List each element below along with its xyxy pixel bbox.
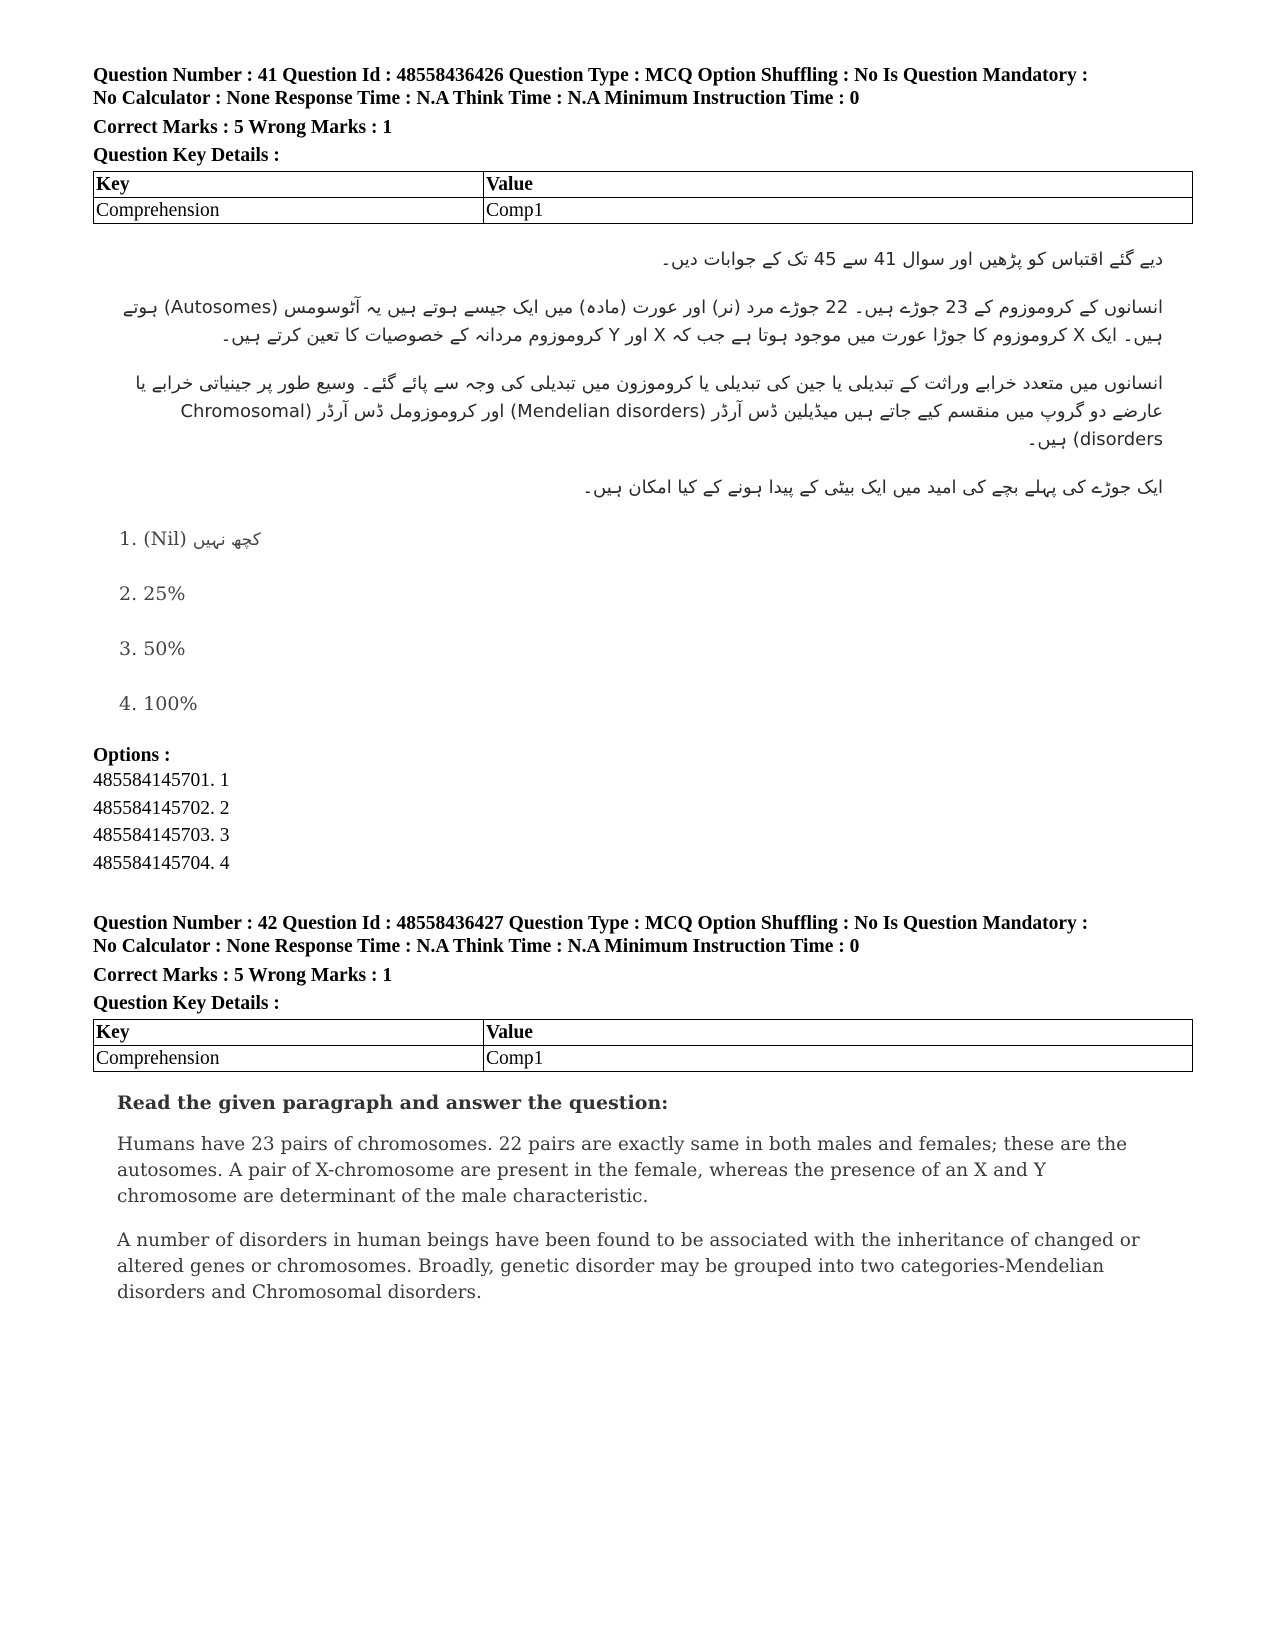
answer-choices <box>119 524 1193 719</box>
english-passage <box>117 1092 1157 1306</box>
question-41 <box>93 64 1193 877</box>
table-cell-value: Comp1 <box>484 198 1193 224</box>
choice-urdu-text: کچھ نہیں <box>192 530 261 550</box>
answer-choice-4 <box>119 689 1193 719</box>
choice-number: 4. <box>119 693 138 715</box>
passage-paragraph-1: Humans have 23 pairs of chromosomes. 22 pairs are exactly same in both males and females; these are the autosomes. A pair of X-chromosome are present in the female, whereas the presence of an X and Y chromosome are determinant of the male characteristic. <box>117 1134 1128 1207</box>
options-label: Options : <box>93 745 171 766</box>
answer-choice-3 <box>119 634 1193 664</box>
question-meta-line1: Question Number : 41 Question Id : 48558436426 Question Type : MCQ Option Shuffling : No Is Question Mandatory : <box>93 65 1089 86</box>
table-cell-key: Comprehension <box>94 198 484 224</box>
passage-heading: Read the given paragraph and answer the question: <box>117 1092 669 1114</box>
table-header-value: Value <box>484 172 1193 198</box>
table-header-row <box>94 1020 1193 1046</box>
table-cell-key: Comprehension <box>94 1046 484 1072</box>
option-item: 485584145704. 4 <box>93 852 230 874</box>
choice-number: 1. <box>119 528 138 550</box>
question-42 <box>93 912 1193 1306</box>
urdu-paragraph-1: انسانوں کے کروموزوم کے 23 جوڑے ہیں۔ 22 جوڑے مرد (نر) اور عورت (مادہ) میں ایک جیسے ہوتے ہیں یہ آٹوسومس (Autosomes) ہوتے ہیں۔ ایک X کروموزوم کا جوڑا عورت میں موجود ہوتا ہے جب کہ X اور Y کروموزوم مردانہ کے خصوصیات کا تعین کرتے ہیں۔ <box>122 297 1163 346</box>
key-details-label: Question Key Details : <box>93 145 280 166</box>
urdu-question: ایک جوڑے کی پہلے بچے کی امید میں ایک بیٹی کے پیدا ہونے کے کیا امکان ہیں۔ <box>582 477 1163 498</box>
table-header-key: Key <box>94 1020 484 1046</box>
urdu-paragraph-2: انسانوں میں متعدد خرابے وراثت کے تبدیلی یا جین کی تبدیلی یا کروموزون میں تبدیلی کی وجہ سے پائے گئے۔ وسیع طور پر جینیاتی خرابے یا عارضے دو گروپ میں منقسم کیے جاتے ہیں میڈیلین ڈس آرڈر (Mendelian disorders) اور کروموزومل ڈس آرڈر (Chromosomal disorders) ہیں۔ <box>135 373 1163 450</box>
choice-number: 3. <box>119 638 138 660</box>
table-header-value: Value <box>484 1020 1193 1046</box>
answer-choice-2 <box>119 579 1193 609</box>
table-header-key: Key <box>94 172 484 198</box>
passage-paragraph-2: A number of disorders in human beings have been found to be associated with the inheritance of changed or altered genes or chromosomes. Broadly, genetic disorder may be grouped into two categories-Mendelian disorders and Chromosomal disorders. <box>117 1230 1140 1303</box>
urdu-passage <box>93 246 1163 502</box>
key-details-table <box>93 1019 1193 1072</box>
table-row <box>94 198 1193 224</box>
choice-text: 25% <box>143 583 186 605</box>
table-header-row <box>94 172 1193 198</box>
choice-text: 100% <box>143 693 198 715</box>
urdu-instruction: دیے گئے اقتباس کو پڑھیں اور سوال 41 سے 45 تک کے جوابات دیں۔ <box>660 249 1163 270</box>
option-item: 485584145702. 2 <box>93 797 230 819</box>
key-details-table <box>93 171 1193 224</box>
choice-number: 2. <box>119 583 138 605</box>
option-item: 485584145703. 3 <box>93 825 230 846</box>
table-cell-value: Comp1 <box>484 1046 1193 1072</box>
question-meta-line2: No Calculator : None Response Time : N.A Think Time : N.A Minimum Instruction Time : 0 <box>93 88 860 109</box>
question-meta-line1: Question Number : 42 Question Id : 48558436427 Question Type : MCQ Option Shuffling : No Is Question Mandatory : <box>93 913 1089 934</box>
key-details-label: Question Key Details : <box>93 993 280 1014</box>
question-meta-line2: No Calculator : None Response Time : N.A Think Time : N.A Minimum Instruction Time : 0 <box>93 936 860 957</box>
option-item: 485584145701. 1 <box>93 770 230 791</box>
table-row <box>94 1046 1193 1072</box>
question-marks: Correct Marks : 5 Wrong Marks : 1 <box>93 965 393 986</box>
choice-text: 50% <box>143 638 186 660</box>
question-marks: Correct Marks : 5 Wrong Marks : 1 <box>93 117 393 138</box>
choice-text: (Nil) <box>143 528 187 550</box>
answer-choice-1 <box>119 524 1193 554</box>
document-page <box>93 64 1193 1324</box>
